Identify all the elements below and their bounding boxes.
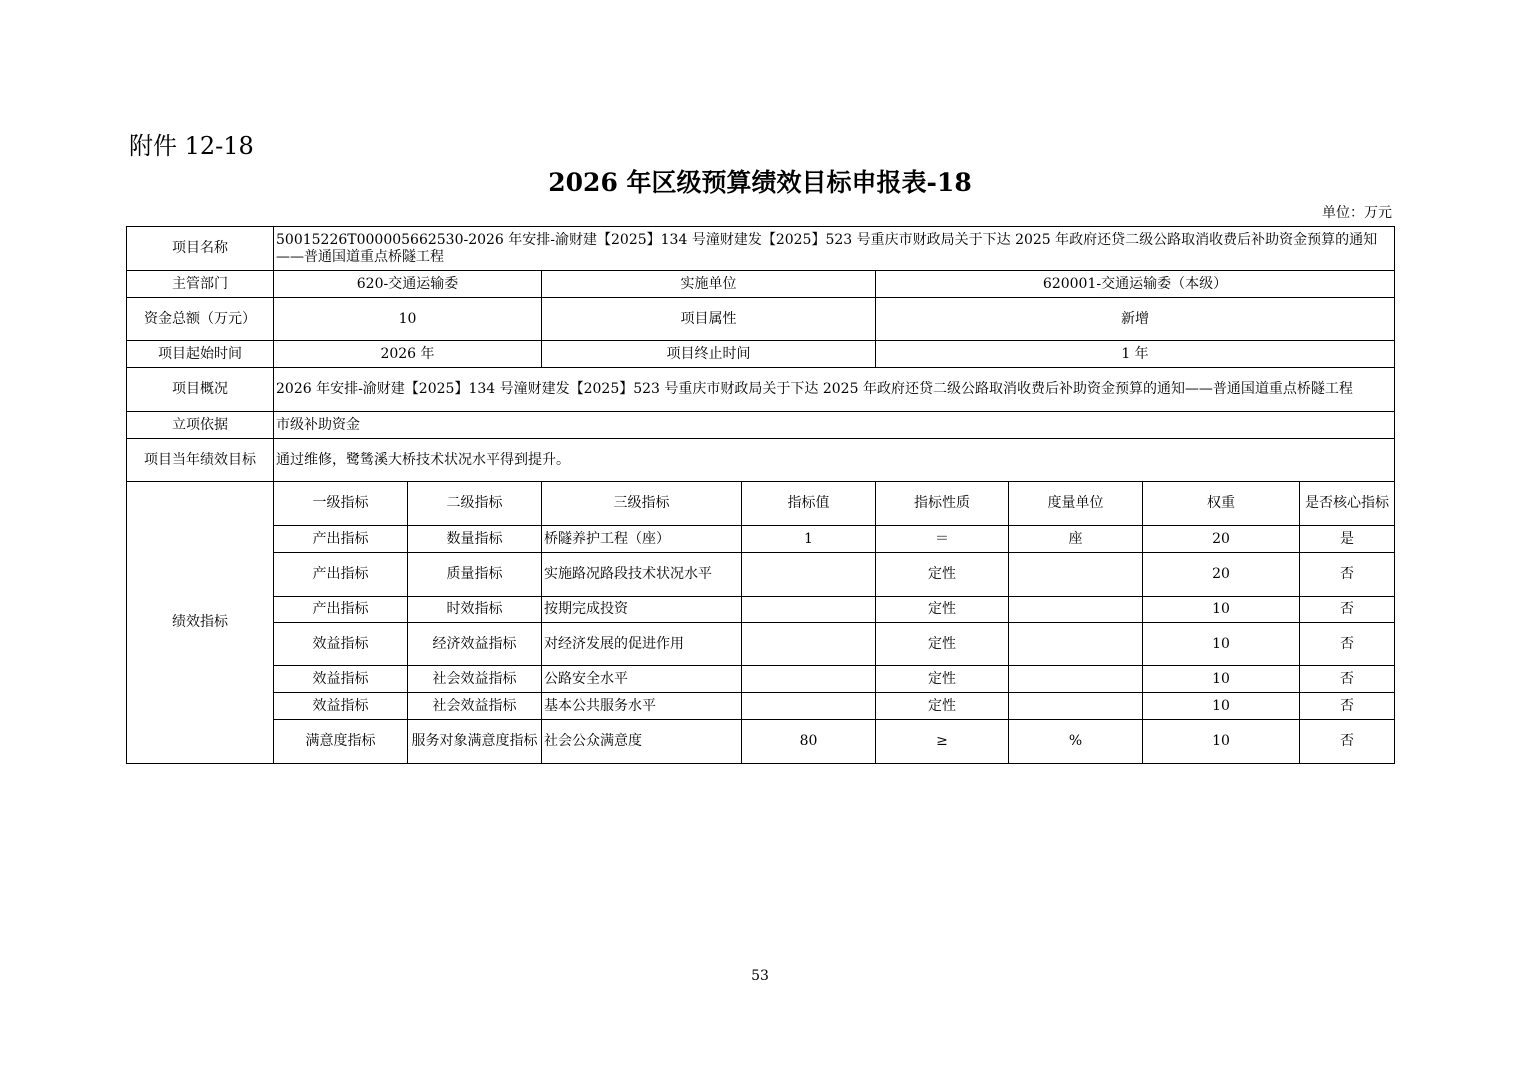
header-nature: 指标性质 [876,482,1009,526]
attribute-label: 项目属性 [542,298,876,341]
level3-cell: 实施路况路段技术状况水平 [542,553,742,597]
level2-cell: 质量指标 [408,553,542,597]
unit-cell [1009,597,1143,623]
indicator-row [127,597,1395,623]
indicators-label: 绩效指标 [127,482,274,764]
basis-value: 市级补助资金 [274,412,1395,439]
core-cell: 否 [1300,693,1395,720]
nature-cell: ≥ [876,720,1009,764]
nature-cell: 定性 [876,597,1009,623]
level2-cell: 时效指标 [408,597,542,623]
unit-cell [1009,693,1143,720]
row-annual-goal [127,439,1395,482]
page-title: 2026 年区级预算绩效目标申报表-18 [548,168,972,197]
indicator-row [127,623,1395,666]
level3-cell: 公路安全水平 [542,666,742,693]
core-cell: 否 [1300,553,1395,597]
header-level2: 二级指标 [408,482,542,526]
indicator-header-row [127,482,1395,526]
indicator-row [127,720,1395,764]
weight-cell: 20 [1143,553,1300,597]
value-cell: 1 [742,526,876,553]
level3-cell: 桥隧养护工程（座） [542,526,742,553]
level3-cell: 社会公众满意度 [542,720,742,764]
end-time-value: 1 年 [876,341,1395,368]
level1-cell: 效益指标 [274,693,408,720]
department-value: 620-交通运输委 [274,271,542,298]
header-level1: 一级指标 [274,482,408,526]
department-label: 主管部门 [127,271,274,298]
indicator-row [127,693,1395,720]
header-unit: 度量单位 [1009,482,1143,526]
indicator-row [127,526,1395,553]
core-cell: 是 [1300,526,1395,553]
annual-goal-value: 通过维修，鹭鸶溪大桥技术状况水平得到提升。 [274,439,1395,482]
value-cell: 80 [742,720,876,764]
level1-cell: 满意度指标 [274,720,408,764]
row-time [127,341,1395,368]
nature-cell: ＝ [876,526,1009,553]
basis-label: 立项依据 [127,412,274,439]
level1-cell: 产出指标 [274,597,408,623]
level1-cell: 产出指标 [274,553,408,597]
unit-label: 单位：万元 [1322,205,1392,221]
unit-cell: % [1009,720,1143,764]
weight-cell: 10 [1143,693,1300,720]
row-overview [127,368,1395,412]
core-cell: 否 [1300,623,1395,666]
level2-cell: 服务对象满意度指标 [408,720,542,764]
core-cell: 否 [1300,597,1395,623]
level2-cell: 社会效益指标 [408,693,542,720]
header-weight: 权重 [1143,482,1300,526]
header-level3: 三级指标 [542,482,742,526]
project-name-label: 项目名称 [127,227,274,271]
unit-cell [1009,553,1143,597]
overview-label: 项目概况 [127,368,274,412]
attribute-value: 新增 [876,298,1395,341]
weight-cell: 10 [1143,597,1300,623]
level3-cell: 基本公共服务水平 [542,693,742,720]
nature-cell: 定性 [876,666,1009,693]
nature-cell: 定性 [876,693,1009,720]
indicator-row [127,666,1395,693]
weight-cell: 10 [1143,623,1300,666]
overview-value: 2026 年安排-渝财建【2025】134 号潼财建发【2025】523 号重庆市财政局关于下达 2025 年政府还贷二级公路取消收费后补助资金预算的通知——普通国道重点桥隧工程 [274,368,1395,412]
level1-cell: 效益指标 [274,623,408,666]
row-funds [127,298,1395,341]
row-basis [127,412,1395,439]
core-cell: 否 [1300,666,1395,693]
implementer-label: 实施单位 [542,271,876,298]
level3-cell: 对经济发展的促进作用 [542,623,742,666]
level2-cell: 社会效益指标 [408,666,542,693]
start-time-value: 2026 年 [274,341,542,368]
performance-target-table [126,226,1395,764]
value-cell [742,623,876,666]
level2-cell: 数量指标 [408,526,542,553]
indicator-row [127,553,1395,597]
level1-cell: 效益指标 [274,666,408,693]
weight-cell: 10 [1143,666,1300,693]
unit-cell: 座 [1009,526,1143,553]
core-cell: 否 [1300,720,1395,764]
value-cell [742,666,876,693]
value-cell [742,553,876,597]
nature-cell: 定性 [876,623,1009,666]
attachment-label: 附件 12-18 [129,132,254,160]
value-cell [742,693,876,720]
project-name-value: 50015226T000005662530-2026 年安排-渝财建【2025】134 号潼财建发【2025】523 号重庆市财政局关于下达 2025 年政府还贷二级公路取消收费后补助资金预算的通知——普通国道重点桥隧工程 [274,227,1395,271]
annual-goal-label: 项目当年绩效目标 [127,439,274,482]
weight-cell: 10 [1143,720,1300,764]
header-core: 是否核心指标 [1300,482,1395,526]
weight-cell: 20 [1143,526,1300,553]
unit-cell [1009,623,1143,666]
end-time-label: 项目终止时间 [542,341,876,368]
page-number: 53 [751,968,769,984]
total-funds-value: 10 [274,298,542,341]
implementer-value: 620001-交通运输委（本级） [876,271,1395,298]
header-value: 指标值 [742,482,876,526]
value-cell [742,597,876,623]
unit-cell [1009,666,1143,693]
level2-cell: 经济效益指标 [408,623,542,666]
level3-cell: 按期完成投资 [542,597,742,623]
row-department [127,271,1395,298]
total-funds-label: 资金总额（万元） [127,298,274,341]
nature-cell: 定性 [876,553,1009,597]
level1-cell: 产出指标 [274,526,408,553]
start-time-label: 项目起始时间 [127,341,274,368]
row-project-name [127,227,1395,271]
